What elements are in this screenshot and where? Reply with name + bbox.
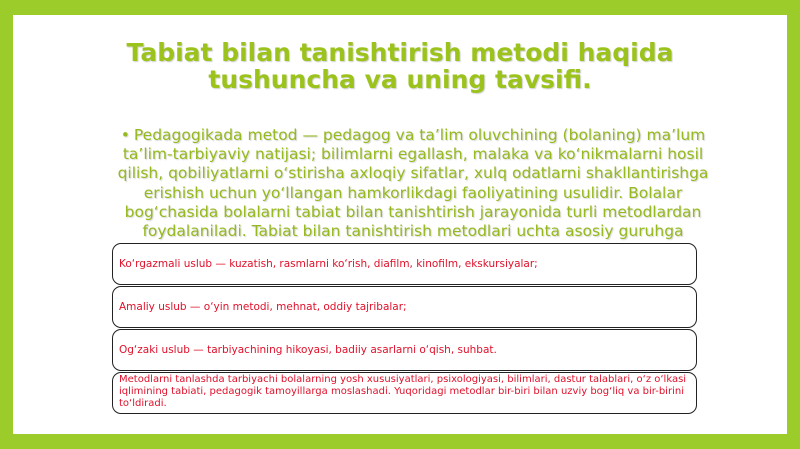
slide-body [113,126,713,257]
method-box-verbal [112,329,697,371]
method-box-text: Metodlarni tanlashda tarbiyachi bolalarning yosh xususiyatlari, psixologiyasi, bilimlari, dastur talablari, o‘z o‘lkasi iqlimining tabiati, pedagogik tamoyillarga moslashadi. Yuqoridagi metodlar bir-biri bilan uzviy bog‘liq va bir-birini to‘ldiradi. [119,374,687,409]
method-box-practical [112,286,697,328]
bullet-icon: • [120,126,130,144]
method-box-text: Og‘zaki uslub — tarbiyachining hikoyasi, badiiy asarlarni o‘qish, suhbat. [119,343,497,356]
method-box-text: Amaliy uslub — o‘yin metodi, mehnat, oddiy tajribalar; [119,300,407,313]
body-paragraph: Pedagogikada metod — pedagog va ta’lim oluvchining (bolaning) ma’lum ta’lim-tarbiyaviy natijasi; bilimlarni egallash, malaka va ko‘nikmalarni hosil qilish, qobiliyatlarni o‘stirisha axloqiy sifatlar, xulq odatlarni shakllantirishga erishish uchun yo‘llangan hamkorlikdagi faoliyatining usulidir. Bolalar bog‘chasida bolalarni tabiat bilan tanishtirish jarayonida turli metodlardan foydalaniladi. Tabiat bilan tanishtirish metodlari uchta asosiy guruhga [117,126,709,241]
method-box-text: Ko‘rgazmali uslub — kuzatish, rasmlarni ko‘rish, diafilm, kinofilm, ekskursiyalar; [119,257,538,270]
slide-title: Tabiat bilan tanishtirish metodi haqida tushuncha va uning tavsifi. [126,38,674,94]
method-box-visual [112,243,697,285]
method-box-selection [112,372,697,414]
